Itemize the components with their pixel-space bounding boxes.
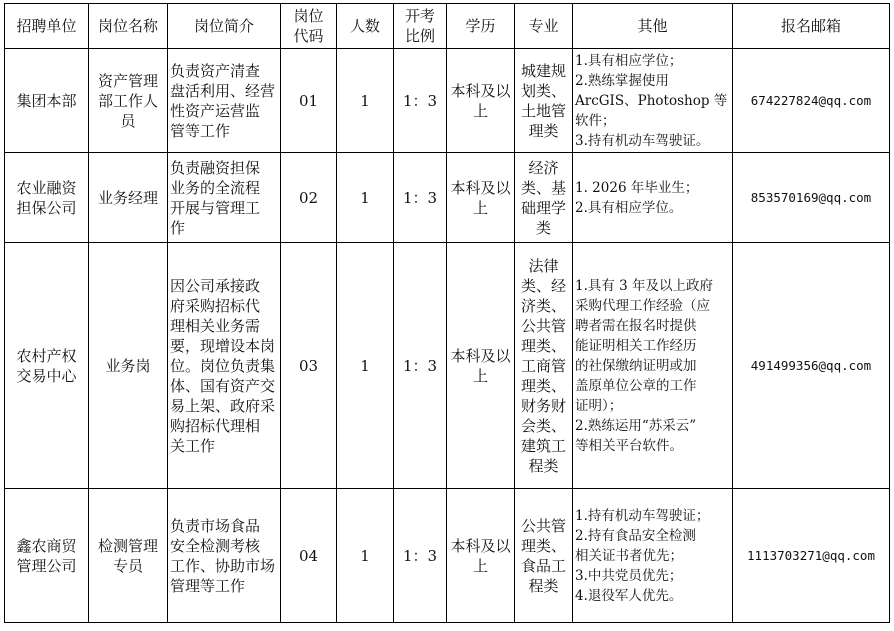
cell-other: 1.具有相应学位； 2.熟练掌握使用 ArcGIS、Photoshop 等 软件； 3.持有机动车驾驶证。 xyxy=(573,49,733,153)
cell-ratio: 1：3 xyxy=(394,243,447,489)
header-count: 人数 xyxy=(337,4,394,49)
cell-email: 853570169@qq.com xyxy=(733,153,890,243)
table-row xyxy=(5,243,890,489)
table-row xyxy=(5,49,890,153)
header-education: 学历 xyxy=(447,4,515,49)
header-ratio: 开考 比例 xyxy=(394,4,447,49)
cell-intro: 负责融资担保 业务的全流程 开展与管理工 作 xyxy=(168,153,281,243)
cell-position: 检测管理 专员 xyxy=(89,489,168,623)
cell-major: 城建规 划类、 土地管 理类 xyxy=(515,49,573,153)
cell-ratio: 1：3 xyxy=(394,49,447,153)
cell-education: 本科及以 上 xyxy=(447,153,515,243)
cell-email: 674227824@qq.com xyxy=(733,49,890,153)
cell-position: 业务经理 xyxy=(89,153,168,243)
header-email: 报名邮箱 xyxy=(733,4,890,49)
cell-education: 本科及以 上 xyxy=(447,489,515,623)
cell-unit: 鑫农商贸 管理公司 xyxy=(5,489,89,623)
cell-education: 本科及以 上 xyxy=(447,243,515,489)
header-intro: 岗位简介 xyxy=(168,4,281,49)
header-row xyxy=(5,4,890,49)
cell-ratio: 1：3 xyxy=(394,489,447,623)
cell-major: 法律 类、经 济类、 公共管 理类、 工商管 理类、 财务财 会类、 建筑工 程类 xyxy=(515,243,573,489)
table-row xyxy=(5,489,890,623)
cell-count: 1 xyxy=(337,49,394,153)
cell-code: 04 xyxy=(281,489,337,623)
cell-other: 1. 2026 年毕业生； 2.具有相应学位。 xyxy=(573,153,733,243)
cell-email: 1113703271@qq.com xyxy=(733,489,890,623)
cell-position: 业务岗 xyxy=(89,243,168,489)
table-row xyxy=(5,153,890,243)
cell-education: 本科及以 上 xyxy=(447,49,515,153)
header-major: 专业 xyxy=(515,4,573,49)
cell-position: 资产管理 部工作人 员 xyxy=(89,49,168,153)
cell-other: 1.持有机动车驾驶证； 2.持有食品安全检测 相关证书者优先； 3.中共党员优先； 4.退役军人优先。 xyxy=(573,489,733,623)
cell-intro: 负责资产清查 盘活利用、经营 性资产运营监 管等工作 xyxy=(168,49,281,153)
cell-intro: 因公司承接政 府采购招标代 理相关业务需 要，现增设本岗 位。岗位负责集 体、国有资产交 易上架、政府采 购招标代理相 关工作 xyxy=(168,243,281,489)
cell-code: 02 xyxy=(281,153,337,243)
header-position: 岗位名称 xyxy=(89,4,168,49)
cell-code: 01 xyxy=(281,49,337,153)
recruitment-table xyxy=(4,3,890,623)
cell-ratio: 1：3 xyxy=(394,153,447,243)
header-unit: 招聘单位 xyxy=(5,4,89,49)
cell-other: 1.具有 3 年及以上政府 采购代理工作经验（应 聘者需在报名时提供 能证明相关工作经历 的社保缴纳证明或加 盖原单位公章的工作 证明）； 2.熟练运用“苏采云” 等相关平台软件。 xyxy=(573,243,733,489)
cell-unit: 集团本部 xyxy=(5,49,89,153)
cell-unit: 农业融资 担保公司 xyxy=(5,153,89,243)
cell-count: 1 xyxy=(337,153,394,243)
cell-email: 491499356@qq.com xyxy=(733,243,890,489)
cell-major: 公共管 理类、 食品工 程类 xyxy=(515,489,573,623)
cell-major: 经济 类、基 础理学 类 xyxy=(515,153,573,243)
cell-code: 03 xyxy=(281,243,337,489)
cell-count: 1 xyxy=(337,243,394,489)
cell-count: 1 xyxy=(337,489,394,623)
cell-intro: 负责市场食品 安全检测考核 工作、协助市场 管理等工作 xyxy=(168,489,281,623)
cell-unit: 农村产权 交易中心 xyxy=(5,243,89,489)
header-code: 岗位 代码 xyxy=(281,4,337,49)
header-other: 其他 xyxy=(573,4,733,49)
